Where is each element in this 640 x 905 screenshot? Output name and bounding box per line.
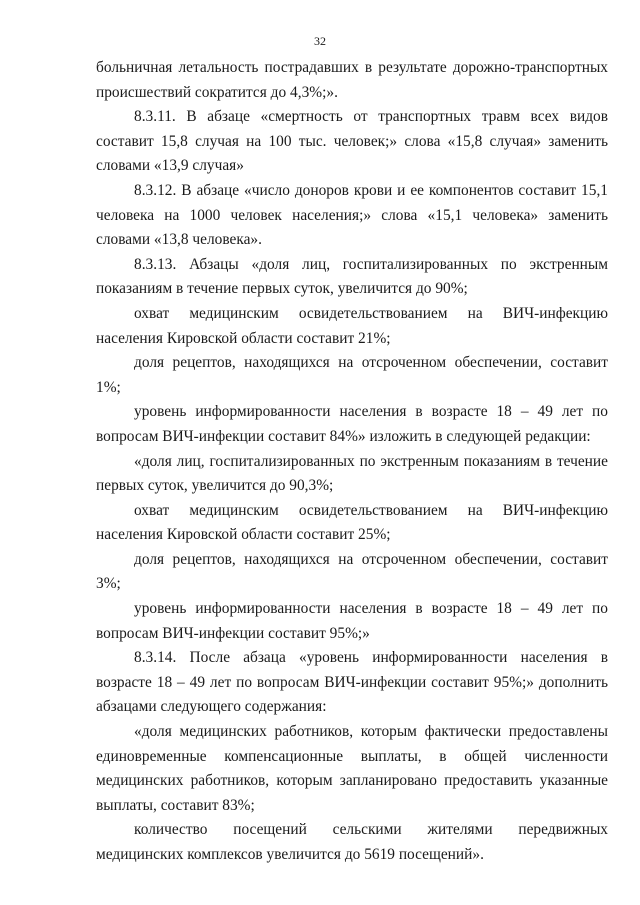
- paragraph-awareness-new: уровень информированности населения в возрасте 18 – 49 лет по вопросам ВИЧ-инфекции составит 95%;»: [96, 600, 608, 642]
- paragraph-awareness-old: уровень информированности населения в возрасте 18 – 49 лет по вопросам ВИЧ-инфекции составит 84%» изложить в следующей редакции:: [96, 403, 608, 445]
- paragraph-8-3-11: 8.3.11. В абзаце «смертность от транспортных травм всех видов составит 15,8 случая на 100 тыс. человек;» слова «15,8 случая» заменить словами «13,9 случая»: [96, 108, 608, 175]
- paragraph-hospitalized-new: «доля лиц, госпитализированных по экстренным показаниям в течение первых суток, увеличится до 90,3%;: [96, 452, 608, 495]
- document-body: [96, 56, 608, 868]
- paragraph-hiv-coverage-old: охват медицинским освидетельствованием на ВИЧ-инфекцию населения Кировской области составит 21%;: [96, 304, 608, 347]
- page-number: 32: [314, 34, 326, 48]
- paragraph-8-3-13: 8.3.13. Абзацы «доля лиц, госпитализированных по экстренным показаниям в течение первых суток, увеличится до 90%;: [96, 255, 608, 298]
- paragraph-8-3-14: 8.3.14. После абзаца «уровень информированности населения в возрасте 18 – 49 лет по вопросам ВИЧ-инфекции составит 95%;» дополнить абзацами следующего содержания:: [96, 649, 608, 716]
- paragraph-8-3-12: 8.3.12. В абзаце «число доноров крови и ее компонентов составит 15,1 человека на 1000 человек населения;» слова «15,1 человека» заменить словами «13,8 человека».: [96, 181, 608, 249]
- paragraph-continuation: больничная летальность пострадавших в результате дорожно-транспортных происшествий сократится до 4,3%;».: [96, 59, 608, 101]
- paragraph-prescriptions-old: доля рецептов, находящихся на отсроченном обеспечении, составит 1%;: [96, 354, 608, 396]
- paragraph-mobile-complexes: количество посещений сельскими жителями передвижных медицинских комплексов увеличится до 5619 посещений».: [96, 821, 608, 863]
- paragraph-hiv-coverage-new: охват медицинским освидетельствованием на ВИЧ-инфекцию населения Кировской области составит 25%;: [96, 501, 608, 544]
- paragraph-prescriptions-new: доля рецептов, находящихся на отсроченном обеспечении, составит 3%;: [96, 550, 608, 593]
- paragraph-medical-workers: «доля медицинских работников, которым фактически предоставлены единовременные компенсационные выплаты, в общей численности медицинских работников, которым запланировано предоставить указанные выплаты, составит 83%;: [96, 723, 608, 814]
